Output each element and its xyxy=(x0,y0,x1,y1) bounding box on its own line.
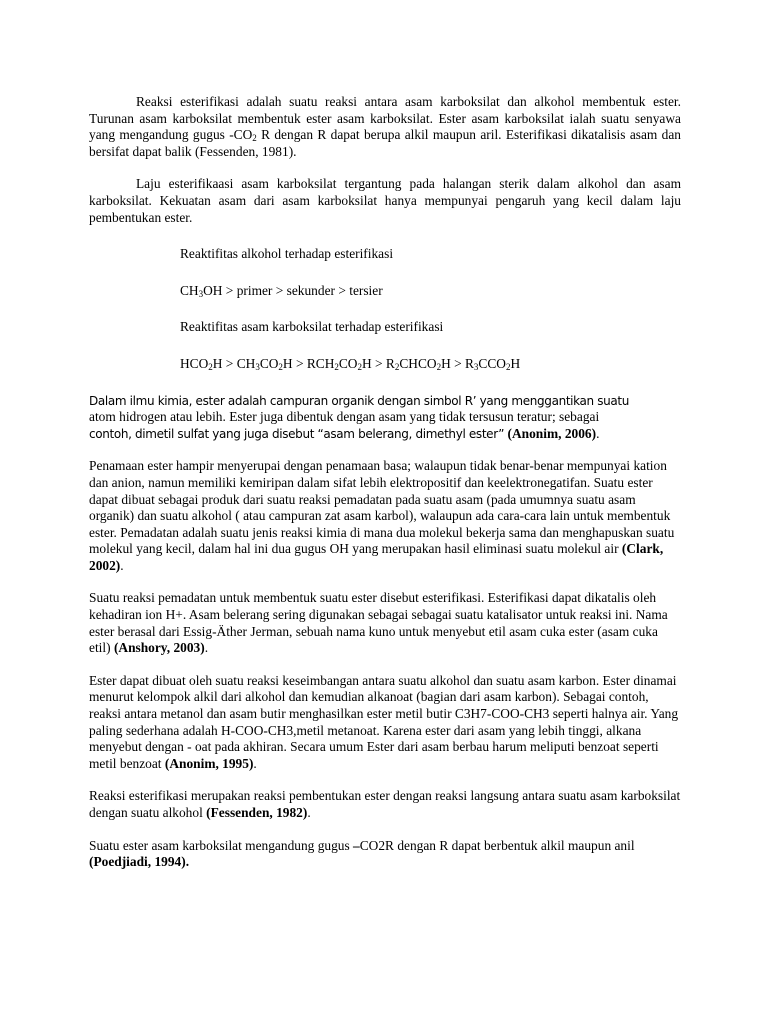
paragraph-text: Ester dapat dibuat oleh suatu reaksi keseimbangan antara suatu alkohol dan suatu asam karbon. Ester dinamai menurut kelompok alkil dari alkohol dan kemudian alkanoat (bagian dari asam karbon). Sebagai contoh, reaksi antara metanol dan asam butir menghasilkan ester metil butir C3H7-COO-CH3 seperti halnya air. Yang paling sederhana adalah H-COO-CH3,metil metanoat. Karena ester dari asam yang lebih tinggi, alkana menyebut dengan - oat pada akhiran. Secara umum Ester dari asam berbau harum meliputi benzoat seperti metil benzoat xyxy=(89,672,679,771)
formula-part: H > CH xyxy=(212,355,256,371)
formula-part: CHCO xyxy=(399,355,437,371)
subscript: 2 xyxy=(505,361,511,372)
paragraph-esterifikasi-definition xyxy=(89,94,681,160)
formula-part: H > R xyxy=(441,355,474,371)
heading-reaktifitas-alkohol xyxy=(89,246,681,263)
formula-part: H xyxy=(510,355,521,371)
paragraph-text: R dengan R dapat berupa alkil maupun aril. Esterifikasi dikatalisis asam dan bersifat dapat balik (Fessenden, 1981). xyxy=(89,127,681,159)
subscript: 2 xyxy=(436,361,442,372)
paragraph-laju-esterifikasi xyxy=(89,176,681,226)
paragraph-text: CO2R dengan R dapat berbentuk alkil maupun anil xyxy=(359,837,635,853)
citation: (Fessenden, 1982) xyxy=(206,805,308,820)
formula-part: CH xyxy=(180,282,199,298)
formula-part: CCO xyxy=(478,355,506,371)
paragraph-text: . xyxy=(253,755,257,771)
formula-part: H > R xyxy=(361,355,395,371)
paragraph-text: Penamaan ester hampir menyerupai dengan penamaan basa; walaupun tidak benar-benar mempunyai kation dan anion, namun memiliki kemiripan dalam sifat lebih elektropositif dan keelektronegatifan. Suatu ester dapat dibuat sebagai produk dari suatu reaksi pemadatan pada suatu asam (pada umumnya suatu asam organik) dan suatu alkohol ( atau campuran zat asam karbol), walaupun ada cara-cara lain untuk membentuk ester. Pemadatan adalah suatu jenis reaksi kimia di mana dua molekul bekerja sama dan menghapuskan suatu molekul yang kecil, dalam hal ini dua gugus OH yang merupakan hasil eliminasi suatu molekul air xyxy=(89,458,675,557)
formula-part: OH > primer > sekunder > tersier xyxy=(203,282,383,298)
paragraph-text: . xyxy=(307,805,311,820)
paragraph-keseimbangan xyxy=(89,673,681,773)
formula-caption: Reaktifitas alkohol terhadap esterifikasi xyxy=(180,246,394,262)
subscript: 3 xyxy=(198,288,204,299)
paragraph-text: Laju esterifikaasi asam karboksilat tergantung pada halangan sterik dalam alkohol dan asam karboksilat. Kekuatan asam dari asam karboksilat hanya mempunyai pengaruh yang kecil dalam laju pembentukan ester. xyxy=(89,176,681,225)
formula-part: HCO xyxy=(180,355,209,371)
paragraph-penamaan-ester xyxy=(89,458,681,574)
subscript: 3 xyxy=(255,361,260,372)
paragraph-reaksi-pemadatan xyxy=(89,590,681,656)
citation: (Clark, 2002) xyxy=(89,541,664,573)
citation: (Anonim, 1995) xyxy=(164,755,254,771)
citation: (Anshory, 2003) xyxy=(113,640,205,656)
subscript: 2 xyxy=(208,361,213,372)
paragraph-text: . xyxy=(596,425,600,441)
heading-reaktifitas-asam xyxy=(89,319,681,336)
subscript: 2 xyxy=(252,133,257,144)
paragraph-ester-definition xyxy=(89,393,681,443)
paragraph-text: Suatu reaksi pemadatan untuk membentuk suatu ester disebut esterifikasi. Esterifikasi dapat dikatalis oleh kehadiran ion H+. Asam belerang sering digunakan sebagai sebagai suatu katalisator untuk reaksi ini. Nama ester berasal dari Essig-Äther Jerman, sebuah nama kuno untuk menyebut etil asam cuka ester (asam cuka etil) xyxy=(89,590,668,656)
subscript: 2 xyxy=(394,361,400,372)
subscript: 2 xyxy=(357,361,362,372)
paragraph-text: . xyxy=(120,557,124,573)
formula-asam-order xyxy=(89,356,681,373)
paragraph-text: contoh, dimetil sulfat yang juga disebut “asam belerang, dimethyl ester” xyxy=(89,426,505,441)
paragraph-text: Reaksi esterifikasi merupakan reaksi pembentukan ester dengan reaksi langsung antara suatu asam karboksilat dengan suatu alkohol xyxy=(89,788,681,820)
document-page xyxy=(89,94,681,871)
formula-caption: Reaktifitas asam karboksilat terhadap esterifikasi xyxy=(180,319,444,335)
subscript: 2 xyxy=(278,361,283,372)
paragraph-text: . xyxy=(204,640,209,656)
citation: (Poedjiadi, 1994). xyxy=(89,854,190,870)
paragraph-text: Suatu ester asam karboksilat mengandung gugus xyxy=(89,837,354,853)
paragraph-text: atom hidrogen atau lebih. Ester juga dibentuk dengan asam yang tidak tersusun teratur; sebagai xyxy=(89,409,600,425)
paragraph-text: Reaksi esterifikasi adalah suatu reaksi antara asam karboksilat dan alkohol membentuk ester. Turunan asam karboksilat membentuk ester asam karboksilat. Ester asam karboksilat ialah suatu senyawa yang mengandung gugus -CO xyxy=(89,94,681,143)
formula-alkohol-order xyxy=(89,283,681,300)
formula-part: H > RCH xyxy=(282,355,335,371)
citation: (Anonim, 2006) xyxy=(507,425,597,441)
formula-part: CO xyxy=(259,355,279,371)
paragraph-reaksi-langsung xyxy=(89,788,681,821)
subscript: 2 xyxy=(334,361,339,372)
paragraph-gugus-ester xyxy=(89,838,681,871)
paragraph-text: Dalam ilmu kimia, ester adalah campuran organik dengan simbol R’ yang menggantikan suatu xyxy=(89,393,630,408)
formula-part: CO xyxy=(338,355,358,371)
bold-dash: – xyxy=(353,837,360,853)
subscript: 3 xyxy=(473,361,479,372)
